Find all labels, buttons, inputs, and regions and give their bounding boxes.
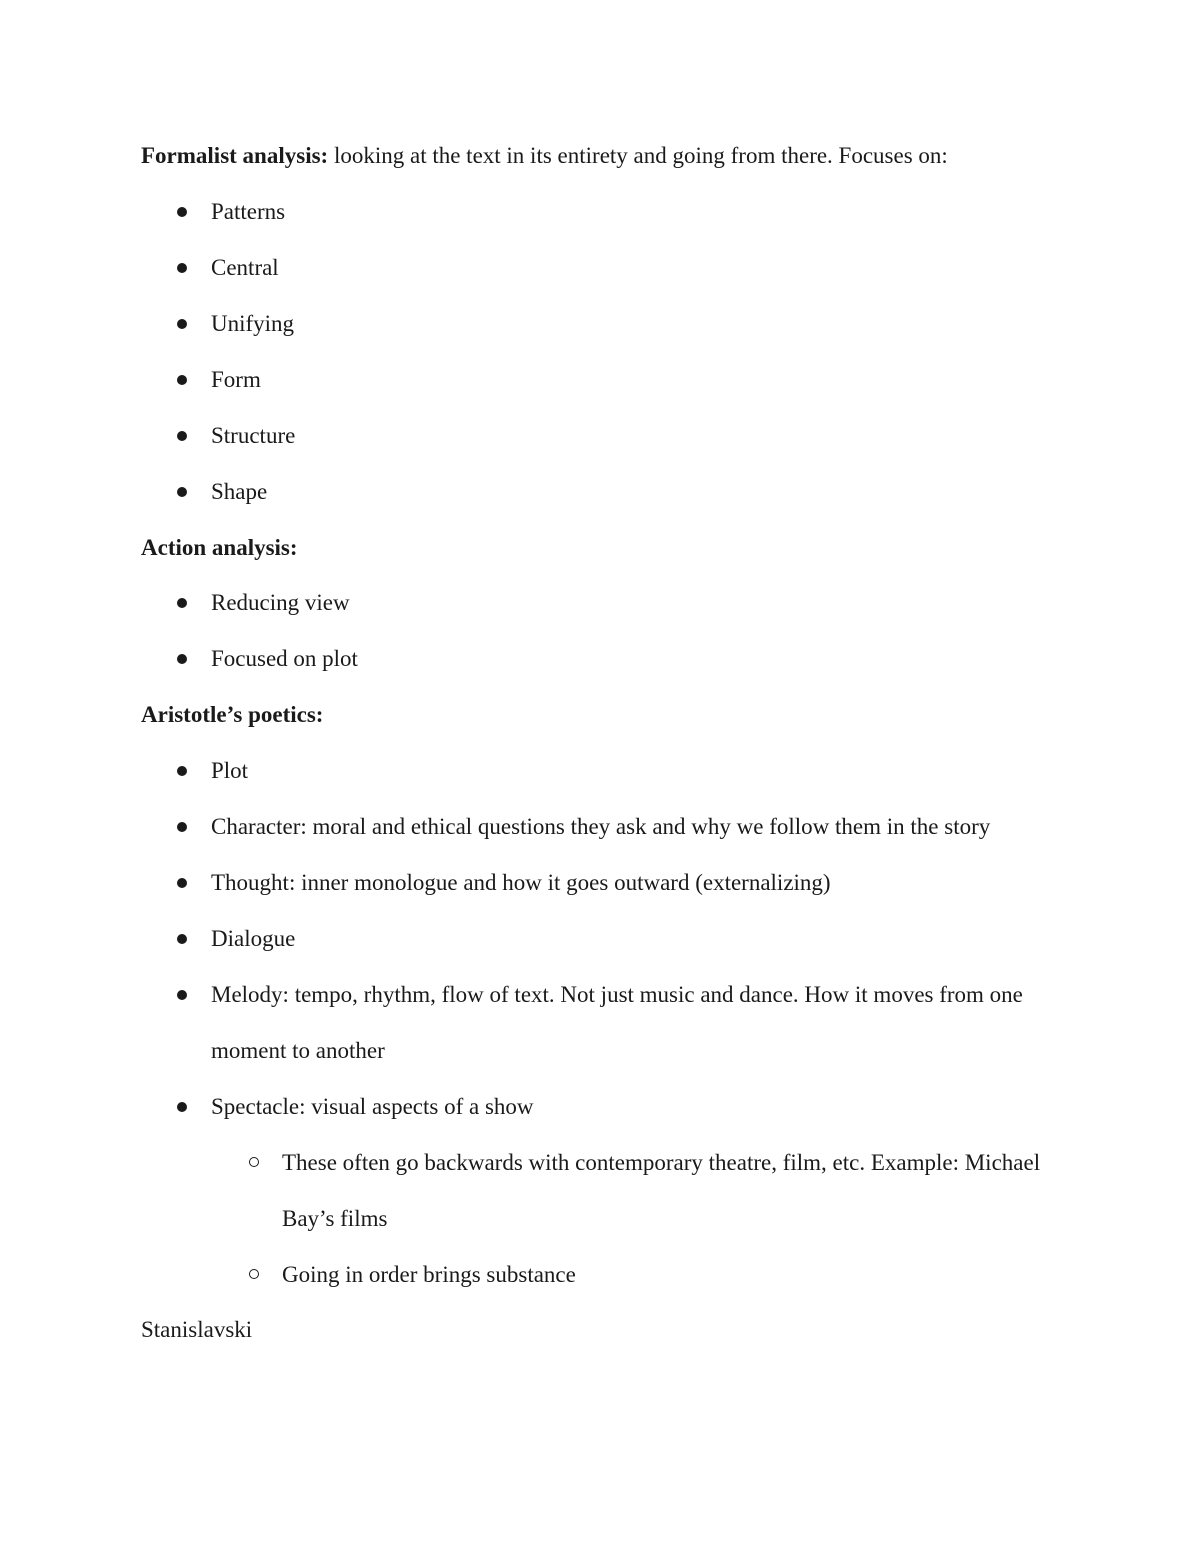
list-item: Reducing view (211, 590, 350, 615)
bullet-icon (177, 934, 187, 944)
bullet-icon (177, 487, 187, 497)
hollow-bullet-icon (249, 1157, 259, 1167)
bullet-icon (177, 319, 187, 329)
list-item: Unifying (211, 311, 295, 336)
list-item: Shape (211, 479, 268, 504)
list-item: Plot (211, 758, 249, 783)
list-item: Structure (211, 423, 296, 448)
formalist-paragraph (141, 128, 1081, 184)
list-item: Dialogue (211, 926, 296, 951)
aristotle-heading: Aristotle’s poetics: (141, 702, 324, 727)
list-item: Character: moral and ethical questions they ask and why we follow them in the story (211, 814, 991, 839)
list-item: Central (211, 255, 279, 280)
bullet-icon (177, 1102, 187, 1112)
action-paragraph (141, 520, 1081, 576)
list-item: Focused on plot (211, 646, 358, 671)
bullet-icon (177, 207, 187, 217)
formalist-heading: Formalist analysis: (141, 143, 329, 168)
list-item: Spectacle: visual aspects of a show (211, 1094, 534, 1119)
bullet-icon (177, 990, 187, 1000)
action-heading: Action analysis: (141, 535, 298, 560)
list-item: Form (211, 367, 261, 392)
list-item: Patterns (211, 199, 286, 224)
bullet-icon (177, 654, 187, 664)
bullet-icon (177, 766, 187, 776)
list-item: Thought: inner monologue and how it goes outward (externalizing) (211, 870, 831, 895)
bullet-icon (177, 598, 187, 608)
bullet-icon (177, 431, 187, 441)
list-item: Melody: tempo, rhythm, flow of text. Not just music and dance. How it moves from one moment to another (211, 982, 1023, 1063)
hollow-bullet-icon (249, 1269, 259, 1279)
bullet-icon (177, 263, 187, 273)
bullet-icon (177, 878, 187, 888)
bullet-icon (177, 822, 187, 832)
sub-list-item: Going in order brings substance (282, 1262, 576, 1287)
stanislavski-paragraph: Stanislavski (141, 1317, 253, 1342)
sub-list-item: These often go backwards with contemporary theatre, film, etc. Example: Michael Bay’s films (282, 1150, 1041, 1231)
formalist-text: looking at the text in its entirety and going from there. Focuses on: (328, 143, 948, 168)
bullet-icon (177, 375, 187, 385)
aristotle-paragraph (141, 687, 1081, 743)
